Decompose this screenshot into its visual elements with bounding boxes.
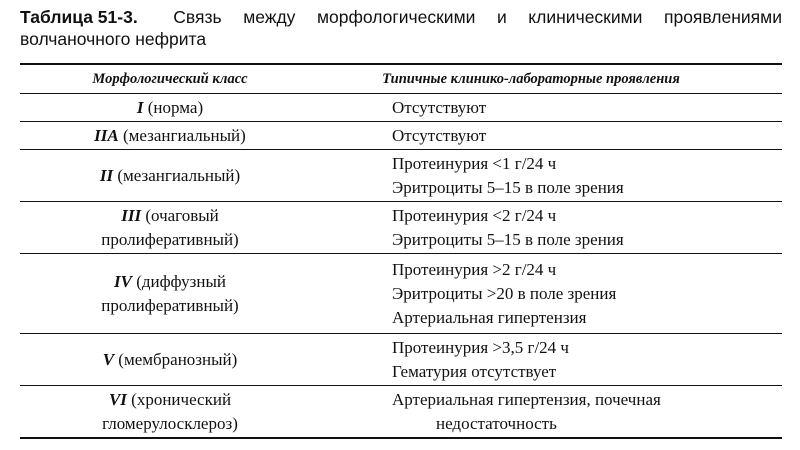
table-row: [20, 386, 782, 437]
class-description: (очаговый: [141, 205, 219, 225]
manifestation-line: Эритроциты 5–15 в поле зрения: [392, 177, 624, 197]
caption-word: Связь: [173, 7, 222, 27]
manifestations-cell: [320, 202, 782, 253]
manifestation-line: Отсутствуют: [392, 97, 487, 117]
table-body: [20, 94, 782, 437]
manifestation-line: Протеинурия <1 г/24 ч: [392, 153, 557, 173]
caption-word: проявлениями: [663, 7, 782, 27]
class-line: [114, 270, 226, 294]
table-row: [20, 254, 782, 334]
class-numeral: IIA: [94, 125, 119, 145]
caption-line-2: волчаночного нефрита: [20, 29, 207, 49]
class-description-continued: гломерулосклероз): [102, 413, 238, 433]
table-row: [20, 150, 782, 202]
caption-word: между: [243, 7, 296, 27]
morphological-class-cell: [20, 94, 320, 121]
caption-word: клиническими: [528, 7, 643, 27]
class-description: (диффузный: [131, 271, 226, 291]
header-clinical-manifestations: Типичные клинико-лабораторные проявления: [382, 70, 680, 87]
manifestation-line: Протеинурия >3,5 г/24 ч: [392, 337, 569, 357]
manifestation-line: Артериальная гипертензия: [392, 307, 587, 327]
class-description: (хронический: [126, 389, 232, 409]
caption-word: и: [496, 7, 507, 27]
morphological-class-cell: [20, 386, 320, 437]
morphological-class-cell: [20, 150, 320, 201]
class-description-continued: пролиферативный): [101, 295, 239, 315]
manifestation-line: Эритроциты >20 в поле зрения: [392, 283, 617, 303]
class-line: [94, 124, 246, 148]
class-numeral: IV: [114, 271, 132, 291]
class-numeral: V: [102, 349, 115, 369]
table-row: [20, 122, 782, 150]
manifestation-line: Артериальная гипертензия, почечная: [392, 389, 661, 409]
manifestations-cell: [320, 150, 782, 201]
table-row: [20, 202, 782, 254]
class-line: [100, 164, 240, 188]
class-line: [103, 348, 238, 372]
manifestation-line: недостаточность: [436, 413, 557, 433]
class-numeral: III: [121, 205, 142, 225]
class-numeral: II: [99, 165, 114, 185]
nephritis-table: [20, 63, 782, 439]
caption-line-1: [20, 6, 782, 28]
morphological-class-cell: [20, 254, 320, 333]
class-description: (мезангиальный): [118, 125, 246, 145]
manifestation-line: Протеинурия >2 г/24 ч: [392, 259, 557, 279]
manifestation-line: Отсутствуют: [392, 125, 487, 145]
header-morphological-class: Морфологический класс: [92, 70, 248, 87]
class-line: [121, 204, 219, 228]
class-line: [109, 388, 231, 412]
table-row: [20, 94, 782, 122]
class-description: (норма): [143, 97, 204, 117]
table-header: [20, 65, 782, 94]
morphological-class-cell: [20, 202, 320, 253]
manifestation-line: Гематурия отсутствует: [392, 361, 557, 381]
morphological-class-cell: [20, 334, 320, 385]
manifestations-cell: [320, 386, 782, 437]
morphological-class-cell: [20, 122, 320, 149]
manifestations-cell: [320, 334, 782, 385]
class-description-continued: пролиферативный): [101, 229, 239, 249]
class-numeral: VI: [108, 389, 127, 409]
table-row: [20, 334, 782, 386]
class-description: (мембранозный): [114, 349, 238, 369]
class-line: [137, 96, 203, 120]
manifestations-cell: [320, 122, 782, 149]
table-caption: [20, 6, 782, 50]
class-numeral: I: [136, 97, 144, 117]
manifestations-cell: [320, 94, 782, 121]
caption-label: Таблица 51-3.: [20, 7, 138, 27]
class-description: (мезангиальный): [113, 165, 241, 185]
caption-word: морфологическими: [317, 7, 476, 27]
manifestation-line: Протеинурия <2 г/24 ч: [392, 205, 557, 225]
manifestation-line: Эритроциты 5–15 в поле зрения: [392, 229, 624, 249]
manifestations-cell: [320, 254, 782, 333]
